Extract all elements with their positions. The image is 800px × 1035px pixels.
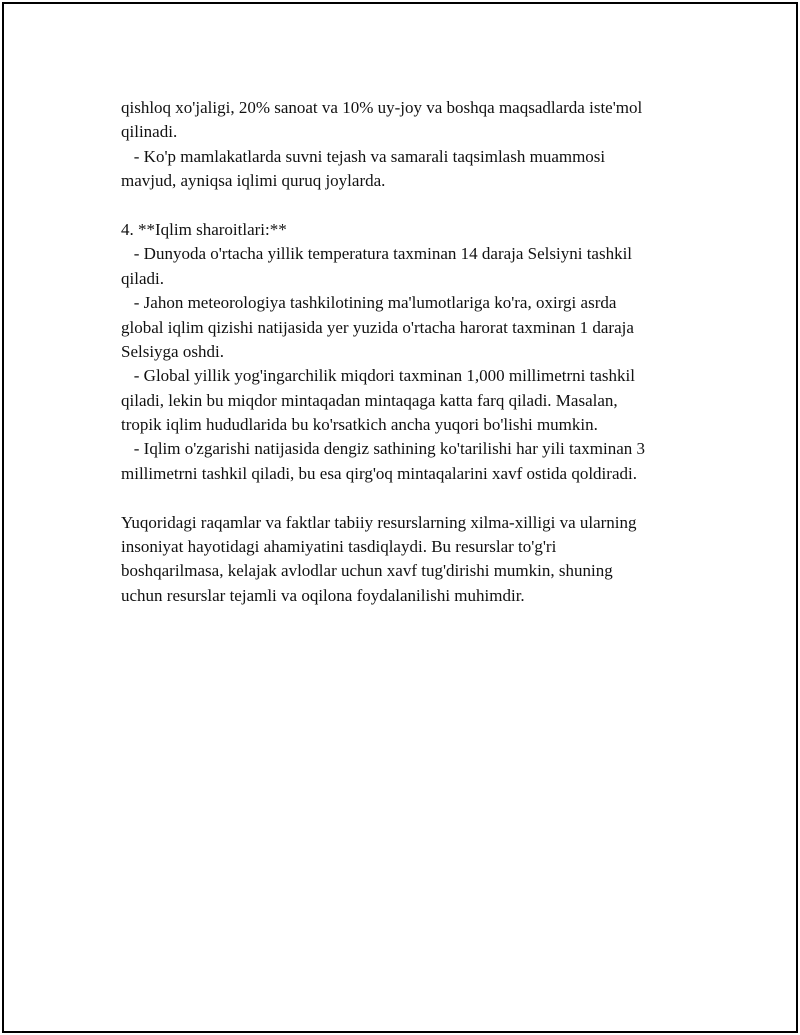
paragraph-conclusion (121, 511, 721, 609)
text-line: Yuqoridagi raqamlar va faktlar tabiiy resurslarning xilma-xilligi va ularning (121, 512, 637, 532)
text-line: - Iqlim o'zgarishi natijasida dengiz sathining ko'tarilishi har yili taxminan 3 (121, 439, 646, 459)
text-line: qilinadi. (121, 122, 178, 142)
text-line: mavjud, ayniqsa iqlimi quruq joylarda. (121, 171, 386, 191)
text-line: qiladi. (121, 268, 164, 288)
section-heading: 4. **Iqlim sharoitlari:** (121, 219, 287, 239)
text-line: - Dunyoda o'rtacha yillik temperatura taxminan 14 daraja Selsiyni tashkil (121, 244, 633, 264)
text-line: qishloq xo'jaligi, 20% sanoat va 10% uy-joy va boshqa maqsadlarda iste'mol (121, 98, 643, 117)
text-line: - Global yillik yog'ingarchilik miqdori taxminan 1,000 millimetrni tashkil (121, 366, 635, 386)
text-line: global iqlim qizishi natijasida yer yuzida o'rtacha harorat taxminan 1 daraja (121, 317, 634, 337)
text-line: uchun resurslar tejamli va oqilona foydalanilishi muhimdir. (121, 585, 525, 605)
paragraph-water-usage (121, 96, 721, 194)
text-line: - Jahon meteorologiya tashkilotining ma'lumotlariga ko'ra, oxirgi asrda (121, 293, 617, 313)
paragraph-spacer (121, 486, 721, 510)
paragraph-spacer (121, 194, 721, 218)
document-page (2, 2, 798, 1033)
text-line: insoniyat hayotidagi ahamiyatini tasdiqlaydi. Bu resurslar to'g'ri (121, 537, 557, 557)
text-line: millimetrni tashkil qiladi, bu esa qirg'oq mintaqalarini xavf ostida qoldiradi. (121, 463, 637, 483)
text-line: - Ko'p mamlakatlarda suvni tejash va samarali taqsimlash muammosi (121, 146, 606, 166)
text-line: boshqarilmasa, kelajak avlodlar uchun xavf tug'dirishi mumkin, shuning (121, 561, 613, 581)
text-line: tropik iqlim hududlarida bu ko'rsatkich ancha yuqori bo'lishi mumkin. (121, 415, 598, 435)
text-line: qiladi, lekin bu miqdor mintaqadan mintaqaga katta farq qiladi. Masalan, (121, 390, 618, 410)
text-line: Selsiyga oshdi. (121, 341, 224, 361)
document-body (121, 96, 721, 608)
section-climate-conditions (121, 218, 721, 486)
